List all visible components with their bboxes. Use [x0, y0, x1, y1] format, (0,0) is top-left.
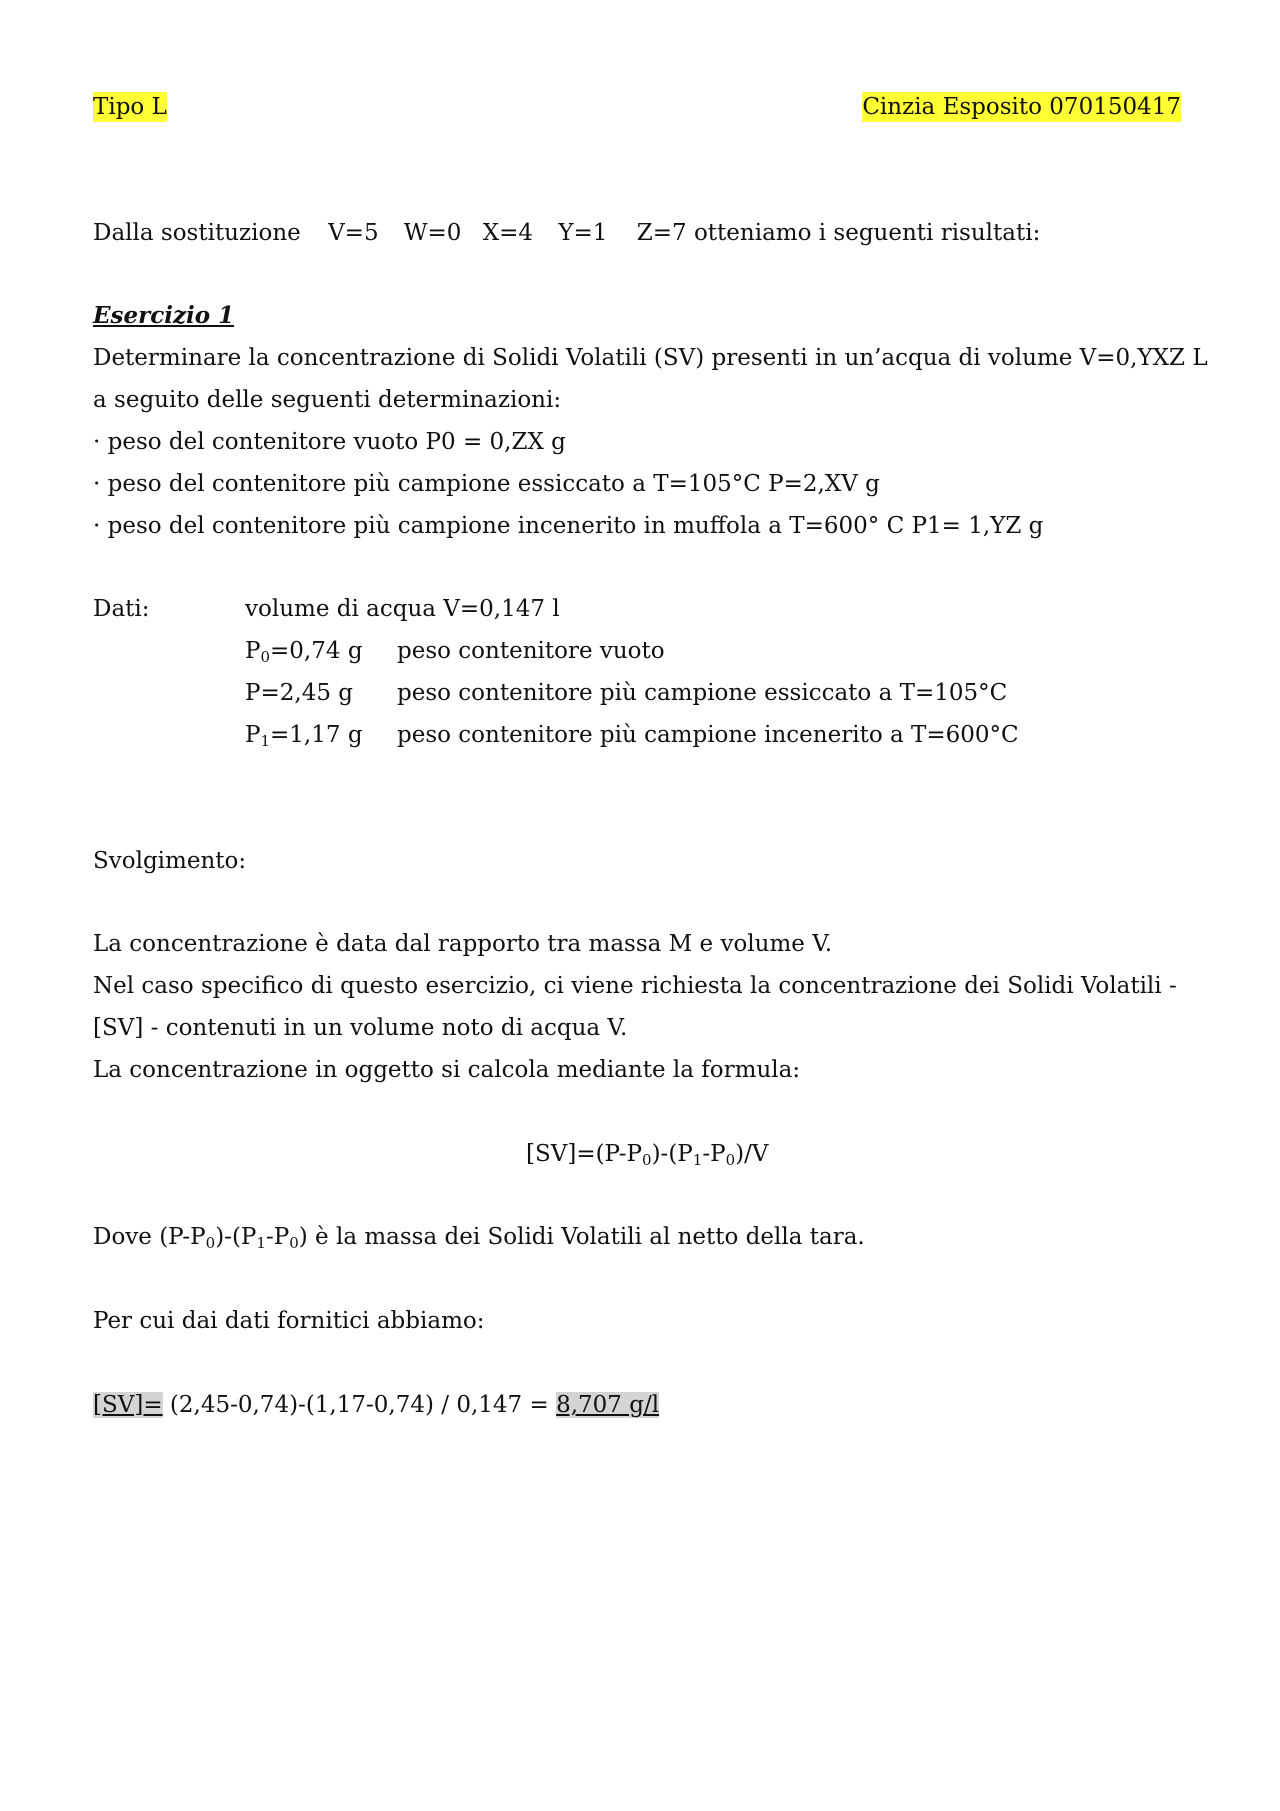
- dati-p1-desc: peso contenitore più campione incenerito a T=600°C: [397, 722, 1019, 748]
- header-author: Cinzia Esposito 070150417: [862, 94, 1181, 120]
- substitution-w: W=0: [403, 220, 462, 246]
- substitution-line: [93, 218, 1040, 248]
- dove-line: Dove $(P-P_0)-(P_1-P_0)$ è la massa dei Solidi Volatili al netto della tara.: [93, 1224, 865, 1252]
- exercise-bullet-2: · peso del contenitore più campione essiccato a T=105°C P=2,XV g: [93, 471, 880, 497]
- substitution-y: Y=1: [558, 220, 608, 246]
- exercise-bullet-3: · peso del contenitore più campione incenerito in muffola a T=600° C P1= 1,YZ g: [93, 513, 1044, 539]
- dati-p-desc: peso contenitore più campione essiccato a T=105°C: [397, 680, 1008, 706]
- result-line: [93, 1390, 659, 1420]
- dati-label: Dati:: [93, 596, 150, 622]
- substitution-prefix: Dalla sostituzione: [93, 220, 301, 246]
- substitution-v: V=5: [328, 220, 379, 246]
- dati-p0-desc: peso contenitore vuoto: [397, 638, 665, 664]
- svolgimento-p2a: Nel caso specifico di questo esercizio, ci viene richiesta la concentrazione dei Solidi Volatili -: [93, 973, 1177, 999]
- result-expression: (2,45-0,74)-(1,17-0,74) / 0,147 =: [162, 1392, 557, 1418]
- substitution-z: Z=7: [636, 220, 687, 246]
- exercise-statement-1: Determinare la concentrazione di Solidi Volatili (SV) presenti in un’acqua di volume V=0,YXZ L: [93, 345, 1208, 371]
- dati-p-value: P=2,45 g: [245, 680, 354, 706]
- exercise-title: Esercizio 1: [93, 302, 235, 329]
- svolgimento-label: Svolgimento:: [93, 848, 247, 874]
- dati-p1-value: $P_1=1,17$ g: [245, 722, 363, 750]
- substitution-suffix: otteniamo i seguenti risultati:: [693, 220, 1041, 246]
- exercise-statement-2: a seguito delle seguenti determinazioni:: [93, 387, 562, 413]
- exercise-bullet-1: · peso del contenitore vuoto P0 = 0,ZX g: [93, 429, 566, 455]
- dati-volume: volume di acqua V=0,147 l: [245, 596, 560, 622]
- svolgimento-p2b: [SV] - contenuti in un volume noto di acqua V.: [93, 1015, 628, 1041]
- result-lhs: [SV]=: [93, 1392, 163, 1418]
- svolgimento-p1: La concentrazione è data dal rapporto tra massa M e volume V.: [93, 931, 833, 957]
- formula: $[SV]=(P-P_0)-(P_1-P_0)/V$: [526, 1141, 769, 1169]
- per-cui-line: Per cui dai dati fornitici abbiamo:: [93, 1308, 485, 1334]
- svolgimento-p3: La concentrazione in oggetto si calcola mediante la formula:: [93, 1057, 801, 1083]
- header-type: Tipo L: [93, 94, 167, 120]
- dati-p0-value: $P_0=0,74$ g: [245, 638, 363, 666]
- result-value: 8,707 g/l: [556, 1392, 660, 1418]
- substitution-x: X=4: [482, 220, 534, 246]
